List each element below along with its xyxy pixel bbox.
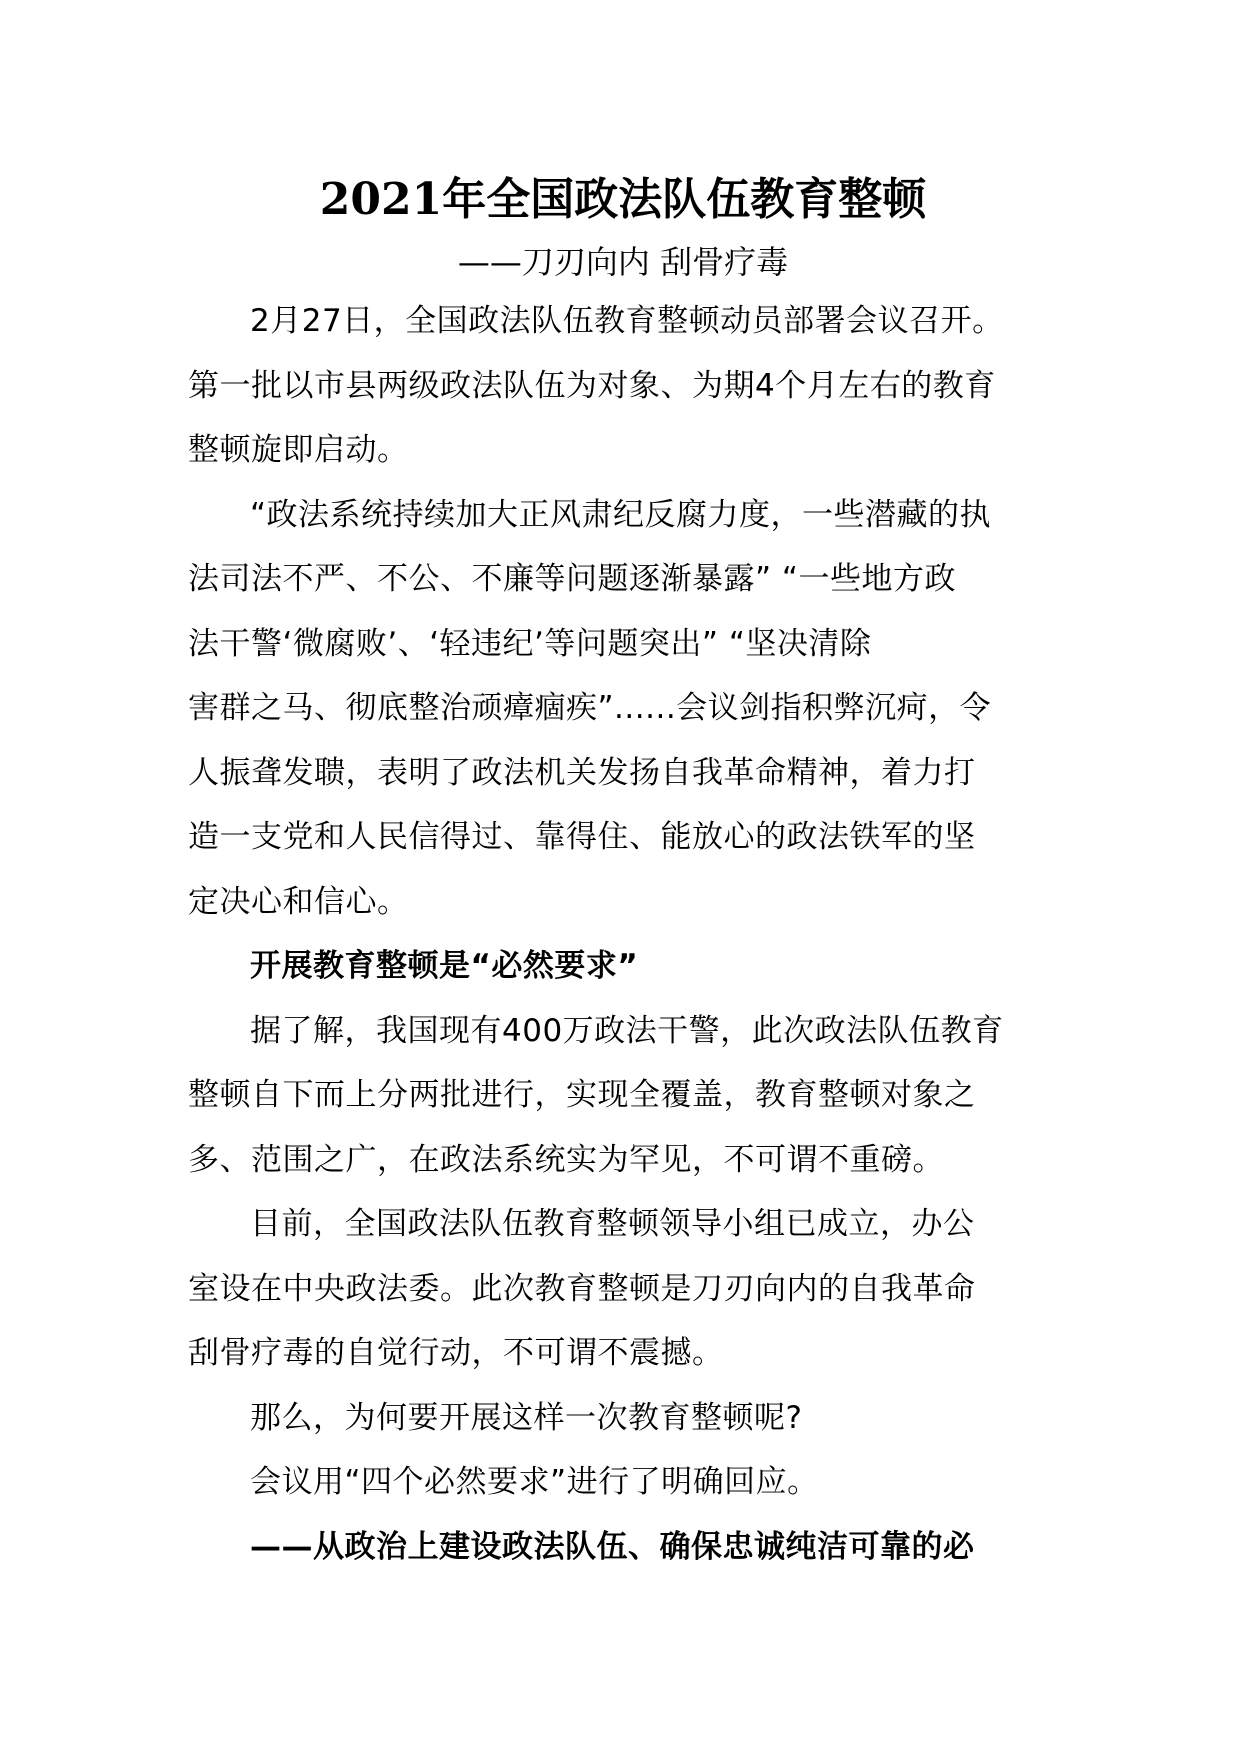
section-heading (188, 934, 1058, 999)
paragraph-line: 目前，全国政法队伍教育整顿领导小组已成立，办公 (250, 1206, 975, 1242)
paragraph-line: 整顿旋即启动。 (188, 432, 409, 468)
paragraph-line: 那么，为何要开展这样一次教育整顿呢? (250, 1399, 803, 1436)
paragraph-line: 会议用“四个必然要求”进行了明确回应。 (250, 1464, 819, 1500)
paragraph-line: 刮骨疗毒的自觉行动，不可谓不震撼。 (188, 1335, 724, 1371)
paragraph-4 (188, 1192, 1058, 1386)
paragraph-line: 害群之马、彻底整治顽瘴痼疾”......会议剑指积弊沉疴，令 (188, 690, 992, 726)
paragraph-line: 定决心和信心。 (188, 883, 409, 920)
paragraph-line: 多、范围之广，在政法系统实为罕见，不可谓不重磅。 (188, 1141, 944, 1178)
paragraph-6 (188, 1450, 1058, 1515)
paragraph-line: “政法系统持续加大正风肃纪反腐力度，一些潜藏的执 (250, 496, 992, 533)
section-heading-text: 开展教育整顿是“必然要求” (250, 948, 639, 984)
document-subtitle: ——刀刃向内 刮骨疗毒 (457, 243, 789, 281)
paragraph-line: 整顿自下而上分两批进行，实现全覆盖，教育整顿对象之 (188, 1077, 976, 1113)
paragraph-line: 法干警‘微腐败’、‘轻违纪’等问题突出” “坚决清除 (188, 625, 872, 662)
paragraph-line: 2月27日，全国政法队伍教育整顿动员部署会议召开。 (250, 303, 1004, 339)
paragraph-line: 造一支党和人民信得过、靠得住、能放心的政法铁军的坚 (188, 819, 976, 855)
paragraph-3 (188, 999, 1058, 1193)
paragraph-line: 第一批以市县两级政法队伍为对象、为期4个月左右的教育 (188, 367, 996, 404)
document-page (188, 165, 1058, 1579)
document-title: 2021年全国政法队伍教育整顿 (319, 174, 927, 225)
paragraph-7 (188, 1515, 1058, 1580)
paragraph-line: 人振聋发聩，表明了政法机关发扬自我革命精神，着力打 (188, 754, 976, 791)
paragraph-line: 室设在中央政法委。此次教育整顿是刀刃向内的自我革命 (188, 1270, 976, 1307)
paragraph-2 (188, 483, 1058, 935)
paragraph-line: ——从政治上建设政法队伍、确保忠诚纯洁可靠的必 (250, 1528, 975, 1565)
paragraph-1 (188, 289, 1058, 483)
paragraph-5 (188, 1386, 1058, 1451)
paragraph-line: 据了解，我国现有400万政法干警，此次政法队伍教育 (250, 1012, 1004, 1049)
paragraph-line: 法司法不严、不公、不廉等问题逐渐暴露” “一些地方政 (188, 561, 956, 597)
